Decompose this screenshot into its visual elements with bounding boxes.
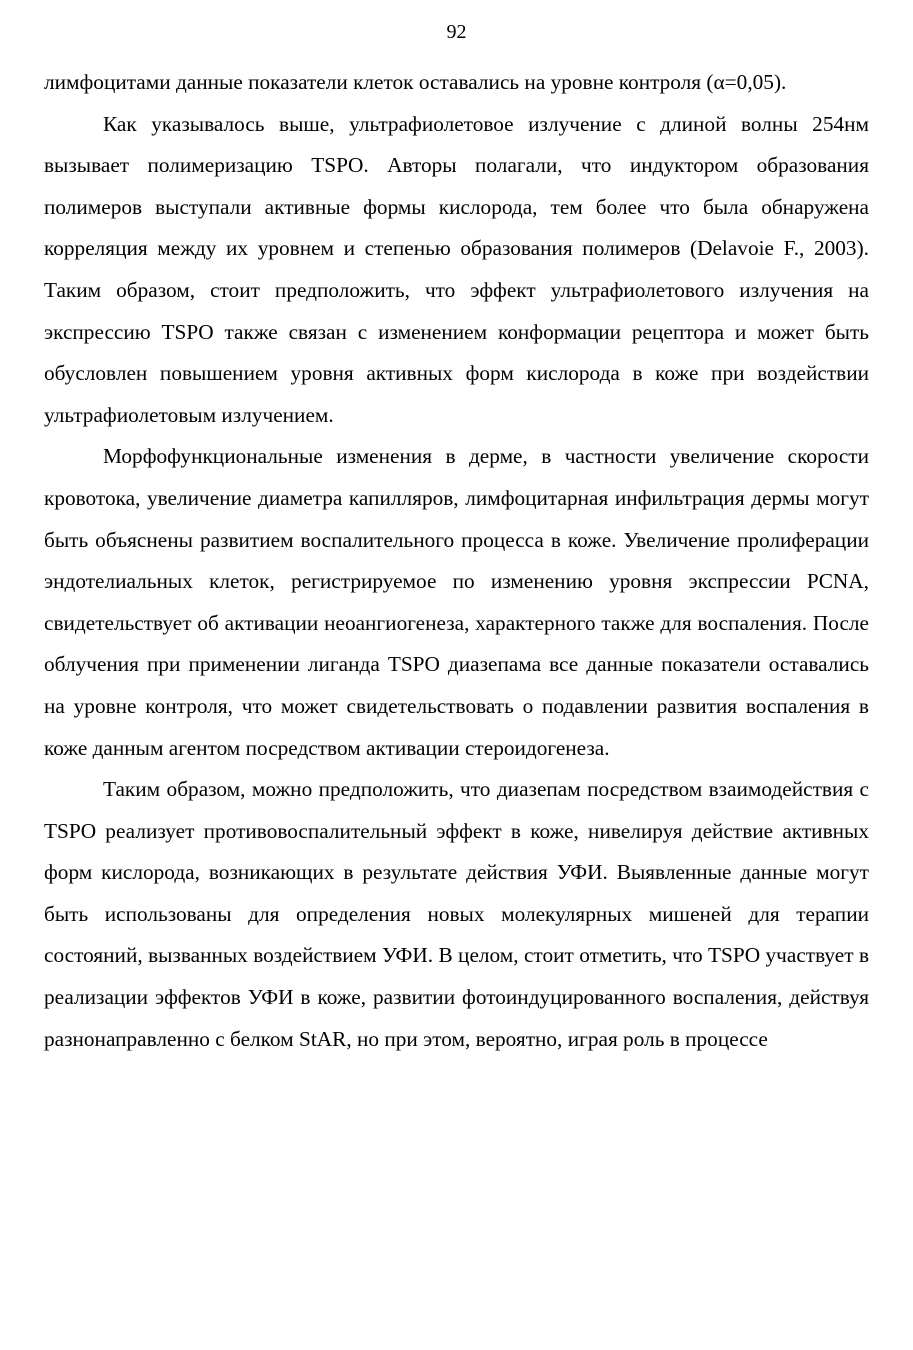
paragraph: Морфофункциональные изменения в дерме, в частности увеличение скорости кровотока, увеличение диаметра капилляров, лимфоцитарная инфильтрация дермы могут быть объяснены развитием воспалительного процесса в коже. Увеличение пролиферации эндотелиальных клеток, регистрируемое по изменению уровня экспрессии PCNA, свидетельствует об активации неоангиогенеза, характерного также для воспаления. После облучения при применении лиганда TSPO диазепама все данные показатели оставались на уровне контроля, что может свидетельствовать о подавлении развития воспаления в коже данным агентом посредством активации стероидогенеза.: [44, 444, 869, 760]
body-text: [44, 62, 869, 1060]
paragraph-continuation: лимфоцитами данные показатели клеток оставались на уровне контроля (α=0,05).: [44, 70, 787, 94]
paragraph: Как указывалось выше, ультрафиолетовое излучение с длиной волны 254нм вызывает полимеризацию TSPO. Авторы полагали, что индуктором образования полимеров выступали активные формы кислорода, тем более что была обнаружена корреляция между их уровнем и степенью образования полимеров (Delavoie F., 2003). Таким образом, стоит предположить, что эффект ультрафиолетового излучения на экспрессию TSPO также связан с изменением конформации рецептора и может быть обусловлен повышением уровня активных форм кислорода в коже при воздействии ультрафиолетовым излучением.: [44, 111, 869, 427]
page-number: 92: [446, 21, 467, 43]
paragraph: Таким образом, можно предположить, что диазепам посредством взаимодействия с TSPO реализует противовоспалительный эффект в коже, нивелируя действие активных форм кислорода, возникающих в результате действия УФИ. Выявленные данные могут быть использованы для определения новых молекулярных мишеней для терапии состояний, вызванных воздействием УФИ. В целом, стоит отметить, что TSPO участвует в реализации эффектов УФИ в коже, развитии фотоиндуцированного воспаления, действуя разнонаправленно с белком StAR, но при этом, вероятно, играя роль в процессе: [44, 777, 869, 1051]
